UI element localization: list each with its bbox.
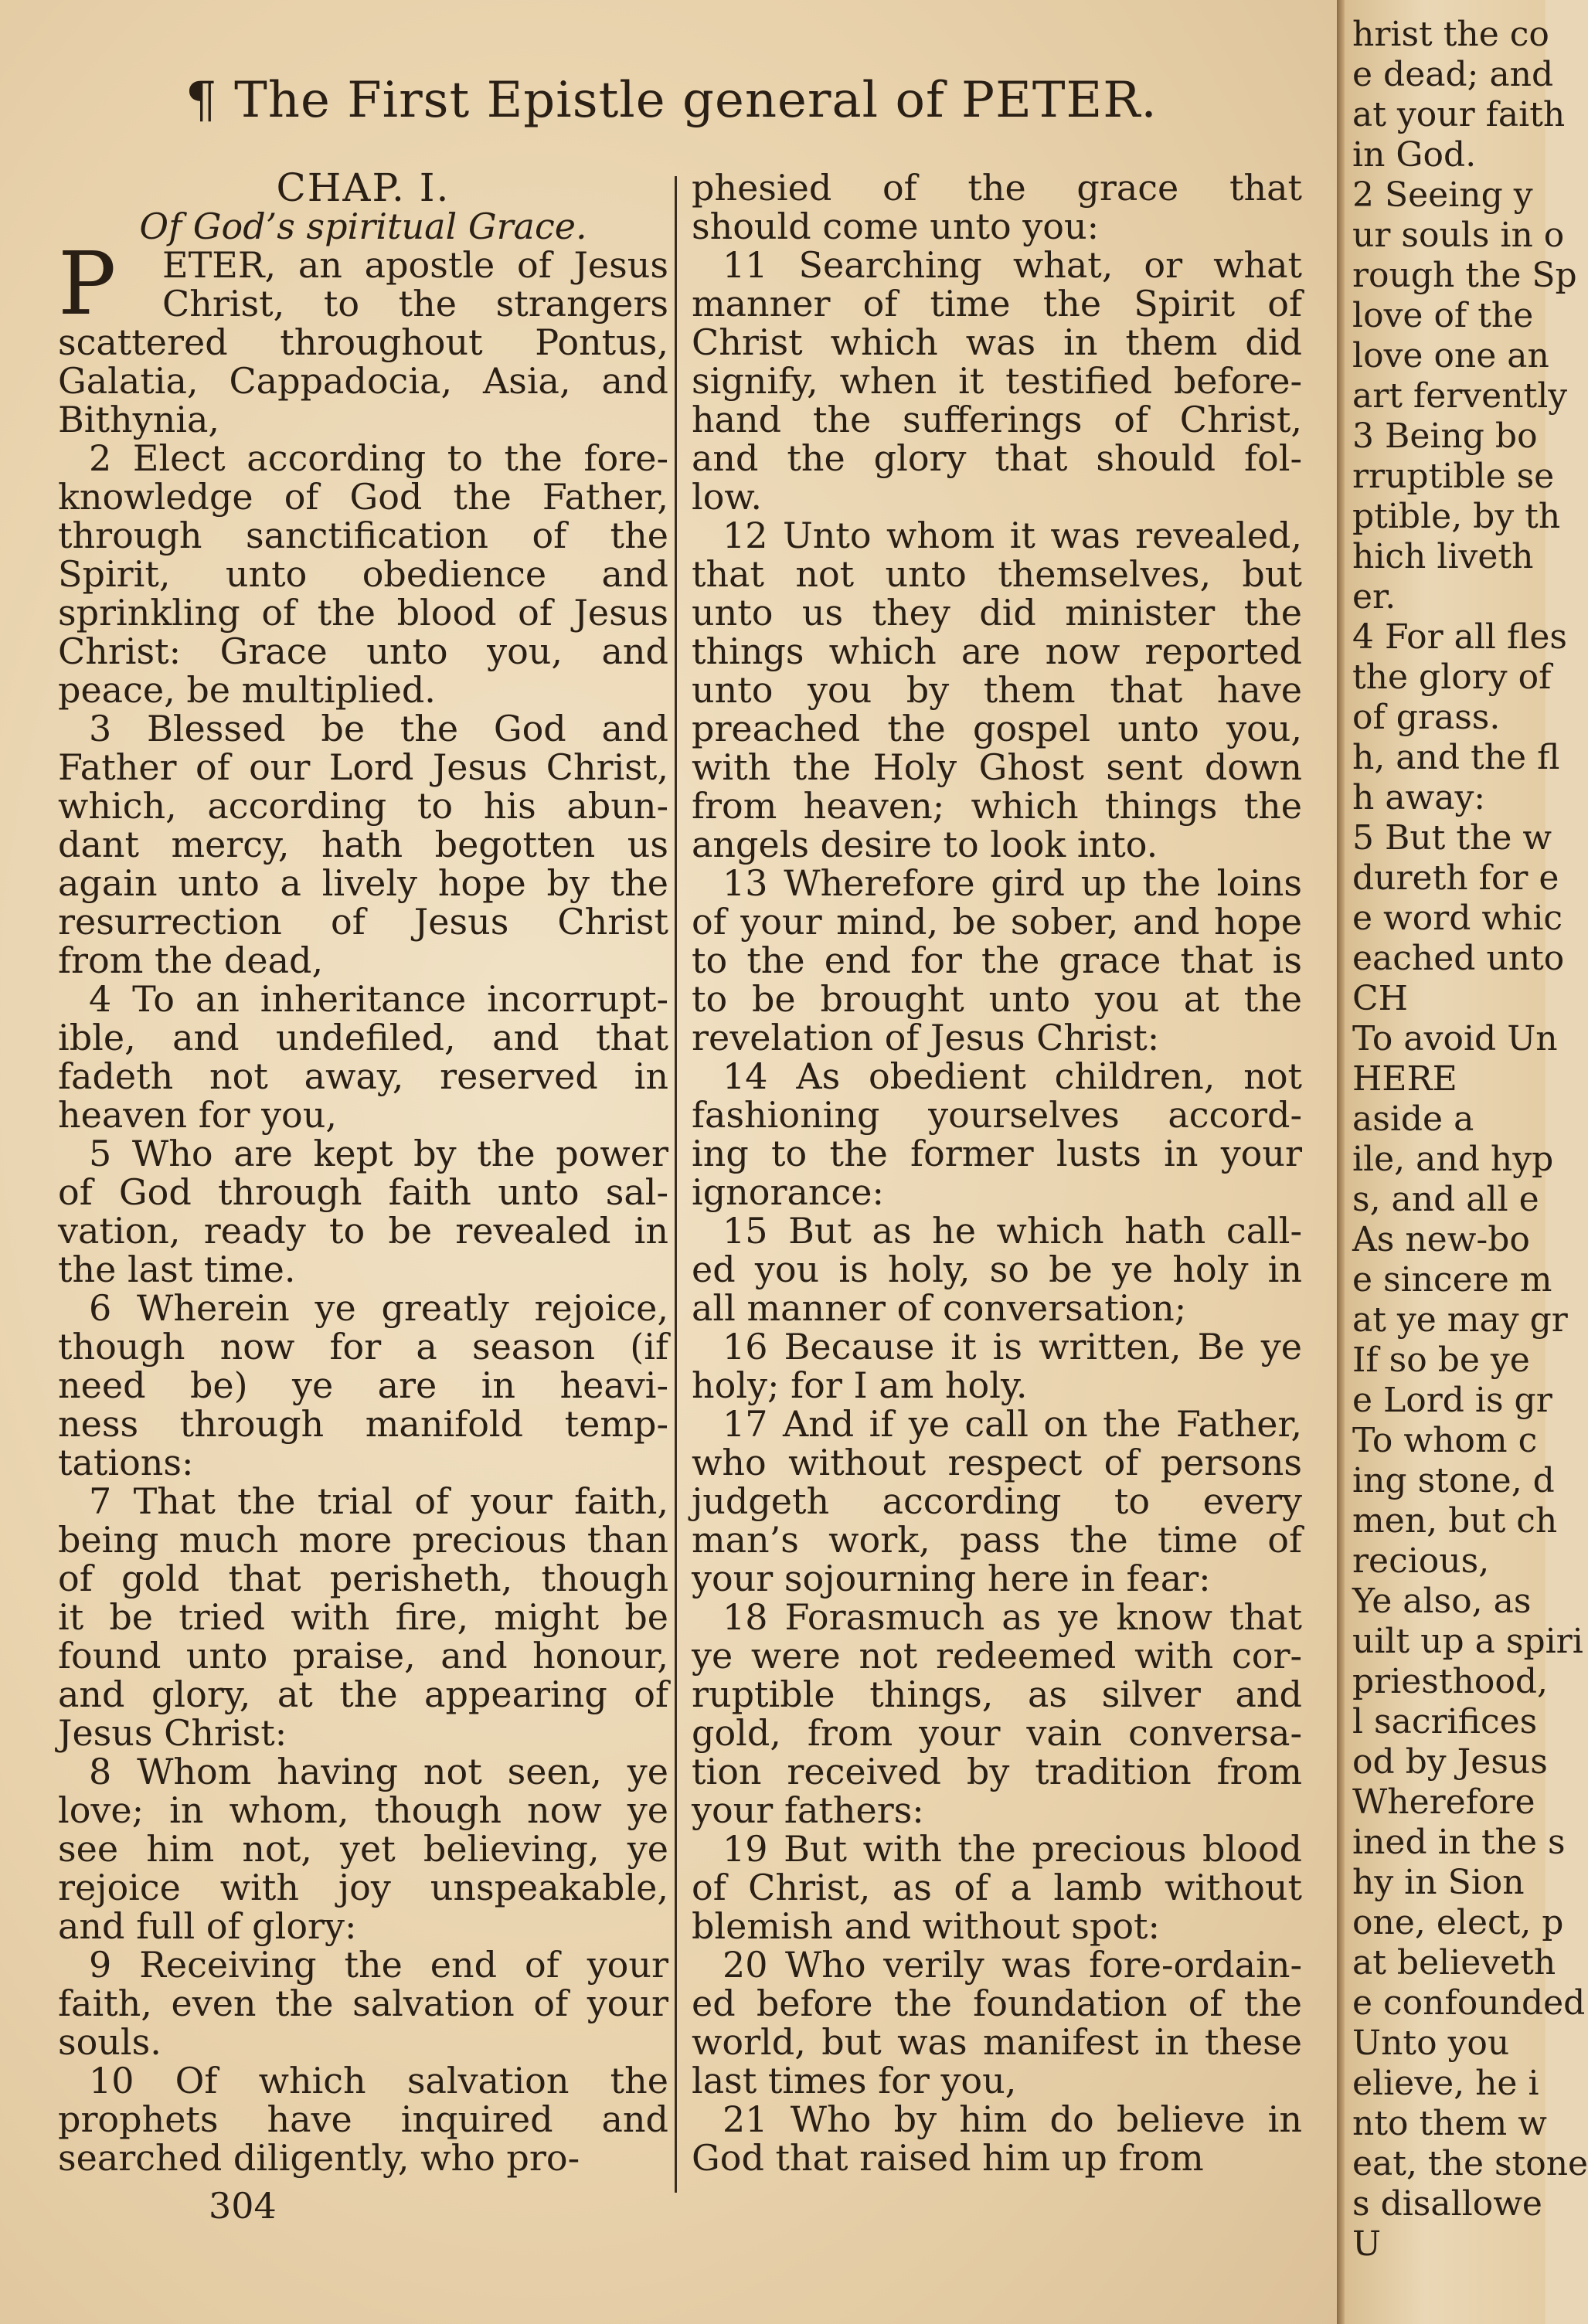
text-line: ETER, an apostle of Jesus [162, 244, 668, 286]
column-rule [675, 176, 677, 2193]
text-line: Father of our Lord Jesus Christ, [58, 746, 668, 788]
facing-page-text-fragment: ing stone, d [1352, 1461, 1555, 1500]
text-line: your sojourning here in fear: [692, 1558, 1211, 1599]
facing-page-edge [1345, 0, 1588, 2324]
text-line: ed you is holy, so be ye holy in [692, 1249, 1302, 1290]
text-line: 20 Who verily was fore-ordain- [723, 1944, 1302, 1986]
facing-page-text-fragment: 5 But the w [1352, 818, 1552, 858]
text-line: signify, when it testified before- [692, 360, 1302, 402]
text-line: and glory, at the appearing of [58, 1673, 668, 1715]
text-line: through sanctification of the [58, 515, 668, 556]
text-line: ed before the foundation of the [692, 1983, 1302, 2024]
text-line: resurrection of Jesus Christ [58, 901, 668, 943]
facing-page-text-fragment: in God. [1352, 135, 1477, 175]
text-line: Christ, to the strangers [162, 283, 668, 324]
facing-page-text-fragment: ined in the s [1352, 1823, 1566, 1862]
text-line: Christ: Grace unto you, and [58, 630, 668, 672]
text-line: world, but was manifest in these [692, 2021, 1302, 2063]
text-line: Christ which was in them did [692, 321, 1302, 363]
facing-page-text-fragment: 3 Being bo [1352, 416, 1538, 456]
running-head: ¶ The First Epistle general of PETER. [185, 72, 1158, 129]
facing-page-text-fragment: ptible, by th [1352, 497, 1561, 536]
text-line: 16 Because it is written, Be ye [723, 1326, 1302, 1368]
text-line: should come unto you: [692, 206, 1100, 247]
text-line: who without respect of persons [692, 1442, 1302, 1483]
book-gutter [1337, 0, 1345, 2324]
facing-page-text-fragment: art fervently [1352, 376, 1568, 416]
text-line: vation, ready to be revealed in [58, 1210, 668, 1252]
text-line: of Christ, as of a lamb without [692, 1867, 1302, 1908]
text-line: 8 Whom having not seen, ye [89, 1751, 668, 1792]
text-line: ness through manifold temp- [58, 1403, 668, 1445]
text-line: and full of glory: [58, 1905, 357, 1947]
text-line: prophets have inquired and [58, 2098, 668, 2140]
text-line: 7 That the trial of your faith, [89, 1480, 668, 1522]
page-number: 304 [209, 2185, 277, 2227]
text-line: unto us they did minister the [692, 592, 1302, 634]
text-line: ye were not redeemed with cor- [692, 1635, 1302, 1677]
text-line: though now for a season (if [58, 1326, 668, 1368]
text-line: ible, and undefiled, and that [58, 1017, 668, 1058]
facing-page-text-fragment: nto them w [1352, 2104, 1547, 2143]
facing-page-text-fragment: er. [1352, 577, 1396, 617]
facing-page-text-fragment: elieve, he i [1352, 2064, 1539, 2103]
text-line: God that raised him up from [692, 2137, 1204, 2179]
facing-page-text-fragment: hich liveth [1352, 537, 1534, 576]
text-line: dant mercy, hath begotten us [58, 824, 668, 865]
text-line: and the glory that should fol- [692, 437, 1302, 479]
facing-page-text-fragment: Wherefore [1352, 1782, 1535, 1822]
text-line: to be brought unto you at the [692, 978, 1302, 1020]
facing-page-text-fragment: Ye also, as [1352, 1582, 1532, 1621]
text-line: Spirit, unto obedience and [58, 553, 668, 595]
text-line: faith, even the salvation of your [58, 1983, 668, 2024]
facing-page-text-fragment: As new-bo [1352, 1220, 1530, 1259]
chapter-summary: Of God’s spiritual Grace. [139, 206, 587, 247]
facing-page-text-fragment: priesthood, [1352, 1662, 1549, 1701]
text-line: 9 Receiving the end of your [89, 1944, 668, 1986]
facing-page-text-fragment: To whom c [1352, 1421, 1538, 1460]
text-line: to the end for the grace that is [692, 939, 1302, 981]
text-line: that not unto themselves, but [692, 553, 1302, 595]
text-line: blemish and without spot: [692, 1905, 1161, 1947]
text-line: found unto praise, and honour, [58, 1635, 668, 1677]
text-line: from heaven; which things the [692, 785, 1302, 827]
text-line: judgeth according to every [692, 1480, 1302, 1522]
text-line: all manner of conversation; [692, 1287, 1187, 1329]
facing-page-text-fragment: e word whic [1352, 899, 1563, 938]
text-line: 5 Who are kept by the power [89, 1133, 668, 1174]
text-line: 4 To an inheritance incorrupt- [89, 978, 668, 1020]
text-line: hand the sufferings of Christ, [692, 399, 1302, 440]
text-line: 12 Unto whom it was revealed, [723, 515, 1302, 556]
facing-page-text-fragment: ur souls in o [1352, 216, 1565, 255]
facing-page-text-fragment: one, elect, p [1352, 1903, 1564, 1942]
text-line: the last time. [58, 1249, 296, 1290]
facing-page-text-fragment: rruptible se [1352, 457, 1555, 496]
facing-page-text-fragment: eat, the stone [1352, 2144, 1588, 2183]
text-line: fadeth not away, reserved in [58, 1055, 668, 1097]
text-line: 3 Blessed be the God and [89, 708, 668, 749]
text-line: tations: [58, 1442, 194, 1483]
text-line: from the dead, [58, 939, 324, 981]
facing-page-text-fragment: CH [1352, 979, 1409, 1018]
text-line: fashioning yourselves accord- [692, 1094, 1302, 1136]
left-column-text [58, 234, 668, 2179]
facing-page-text-fragment: U [1352, 2224, 1382, 2264]
text-line: scattered throughout Pontus, [58, 321, 668, 363]
text-line: things which are now reported [692, 630, 1302, 672]
text-line: angels desire to look into. [692, 824, 1158, 865]
facing-page-text-fragment: men, but ch [1352, 1501, 1558, 1541]
text-line: which, according to his abun- [58, 785, 668, 827]
text-line: love; in whom, though now ye [58, 1789, 668, 1831]
facing-page-text-fragment: 4 For all fles [1352, 617, 1567, 657]
text-line: sprinkling of the blood of Jesus [58, 592, 668, 634]
facing-page-text-fragment: e sincere m [1352, 1260, 1552, 1300]
text-line: again unto a lively hope by the [58, 862, 668, 904]
text-line: manner of time the Spirit of [692, 283, 1302, 324]
facing-page-text-fragment: e dead; and [1352, 55, 1554, 94]
facing-page-text-fragment: s disallowe [1352, 2184, 1542, 2224]
text-line: knowledge of God the Father, [58, 476, 668, 518]
facing-page-text-fragment: hrist the co [1352, 15, 1549, 54]
facing-page-text-fragment: Unto you [1352, 2023, 1510, 2063]
text-line: 6 Wherein ye greatly rejoice, [89, 1287, 668, 1329]
facing-page-text-fragment: rough the Sp [1352, 256, 1577, 295]
text-line: gold, from your vain conversa- [692, 1712, 1302, 1754]
right-column [692, 168, 1302, 2177]
text-line: Galatia, Cappadocia, Asia, and [58, 360, 668, 402]
text-line: holy; for I am holy. [692, 1364, 1028, 1406]
text-line: of gold that perisheth, though [58, 1558, 668, 1599]
text-line: Jesus Christ: [58, 1712, 287, 1754]
text-line: it be tried with fire, might be [58, 1596, 668, 1638]
text-line: see him not, yet believing, ye [58, 1828, 668, 1870]
text-line: man’s work, pass the time of [692, 1519, 1302, 1561]
drop-cap: P [58, 234, 117, 335]
text-line: with the Holy Ghost sent down [692, 746, 1302, 788]
text-line: heaven for you, [58, 1094, 337, 1136]
text-line: of your mind, be sober, and hope [692, 901, 1302, 943]
text-line: revelation of Jesus Christ: [692, 1017, 1160, 1058]
facing-page-text-fragment: love one an [1352, 336, 1549, 375]
text-line: low. [692, 476, 762, 518]
text-line: of God through faith unto sal- [58, 1171, 668, 1213]
facing-page-text-fragment: eached unto [1352, 939, 1565, 978]
facing-page-text-fragment: To avoid Un [1352, 1019, 1558, 1058]
facing-page-text-fragment: of grass. [1352, 698, 1501, 737]
facing-page-text-fragment: hy in Sion [1352, 1863, 1525, 1902]
text-line: 2 Elect according to the fore- [89, 437, 668, 479]
text-line: searched diligently, who pro- [58, 2137, 580, 2179]
facing-page-text-fragment: e confounded [1352, 1983, 1586, 2023]
text-line: 15 But as he which hath call- [723, 1210, 1302, 1252]
text-line: being much more precious than [58, 1519, 668, 1561]
text-line: rejoice with joy unspeakable, [58, 1867, 668, 1908]
text-line: 13 Wherefore gird up the loins [723, 862, 1302, 904]
facing-page-text-fragment: recious, [1352, 1541, 1490, 1581]
facing-page-text-fragment: at ye may gr [1352, 1300, 1568, 1340]
text-line: last times for you, [692, 2060, 1017, 2101]
left-column [58, 165, 668, 2179]
text-line: preached the gospel unto you, [692, 708, 1302, 749]
facing-page-text-fragment: h away: [1352, 778, 1486, 817]
text-line: peace, be multiplied. [58, 669, 436, 711]
chapter-heading: CHAP. I. [276, 165, 451, 210]
text-line: unto you by them that have [692, 669, 1302, 711]
text-line: need be) ye are in heavi- [58, 1364, 668, 1406]
facing-page-text-fragment: dureth for e [1352, 858, 1559, 898]
text-line: 19 But with the precious blood [723, 1828, 1302, 1870]
text-line: ing to the former lusts in your [692, 1133, 1302, 1174]
facing-page-text-fragment: h, and the fl [1352, 738, 1560, 777]
facing-page-text-fragment: ile, and hyp [1352, 1140, 1554, 1179]
text-line: 14 As obedient children, not [723, 1055, 1302, 1097]
facing-page-text-fragment: at your faith [1352, 95, 1566, 134]
text-line: ruptible things, as silver and [692, 1673, 1302, 1715]
facing-page-text-fragment: aside a [1352, 1099, 1474, 1139]
facing-page-text-fragment: If so be ye [1352, 1340, 1530, 1380]
text-line: Bithynia, [58, 399, 219, 440]
facing-page-text-fragment: at believeth [1352, 1943, 1556, 1983]
text-line: phesied of the grace that [692, 167, 1302, 209]
facing-page-text-fragment: HERE [1352, 1059, 1457, 1099]
text-line: ignorance: [692, 1171, 885, 1213]
facing-page-text-fragment: s, and all e [1352, 1180, 1539, 1219]
text-line: tion received by tradition from [692, 1751, 1302, 1792]
facing-page-text-fragment: l sacrifices [1352, 1702, 1538, 1741]
text-line: 11 Searching what, or what [723, 244, 1302, 286]
text-line: 17 And if ye call on the Father, [723, 1403, 1302, 1445]
text-line: 10 Of which salvation the [89, 2060, 668, 2101]
facing-page-text-fragment: e Lord is gr [1352, 1381, 1552, 1420]
facing-page-text-fragment: 2 Seeing y [1352, 175, 1533, 215]
facing-page-text-fragment: uilt up a spiri [1352, 1622, 1583, 1661]
text-line: souls. [58, 2021, 162, 2063]
facing-page-text-fragment: od by Jesus [1352, 1742, 1548, 1782]
text-line: 21 Who by him do believe in [723, 2098, 1302, 2140]
facing-page-text-fragment: love of the [1352, 296, 1534, 335]
facing-page-text-fragment: the glory of [1352, 657, 1552, 697]
text-line: your fathers: [692, 1789, 924, 1831]
text-line: 18 Forasmuch as ye know that [723, 1596, 1302, 1638]
